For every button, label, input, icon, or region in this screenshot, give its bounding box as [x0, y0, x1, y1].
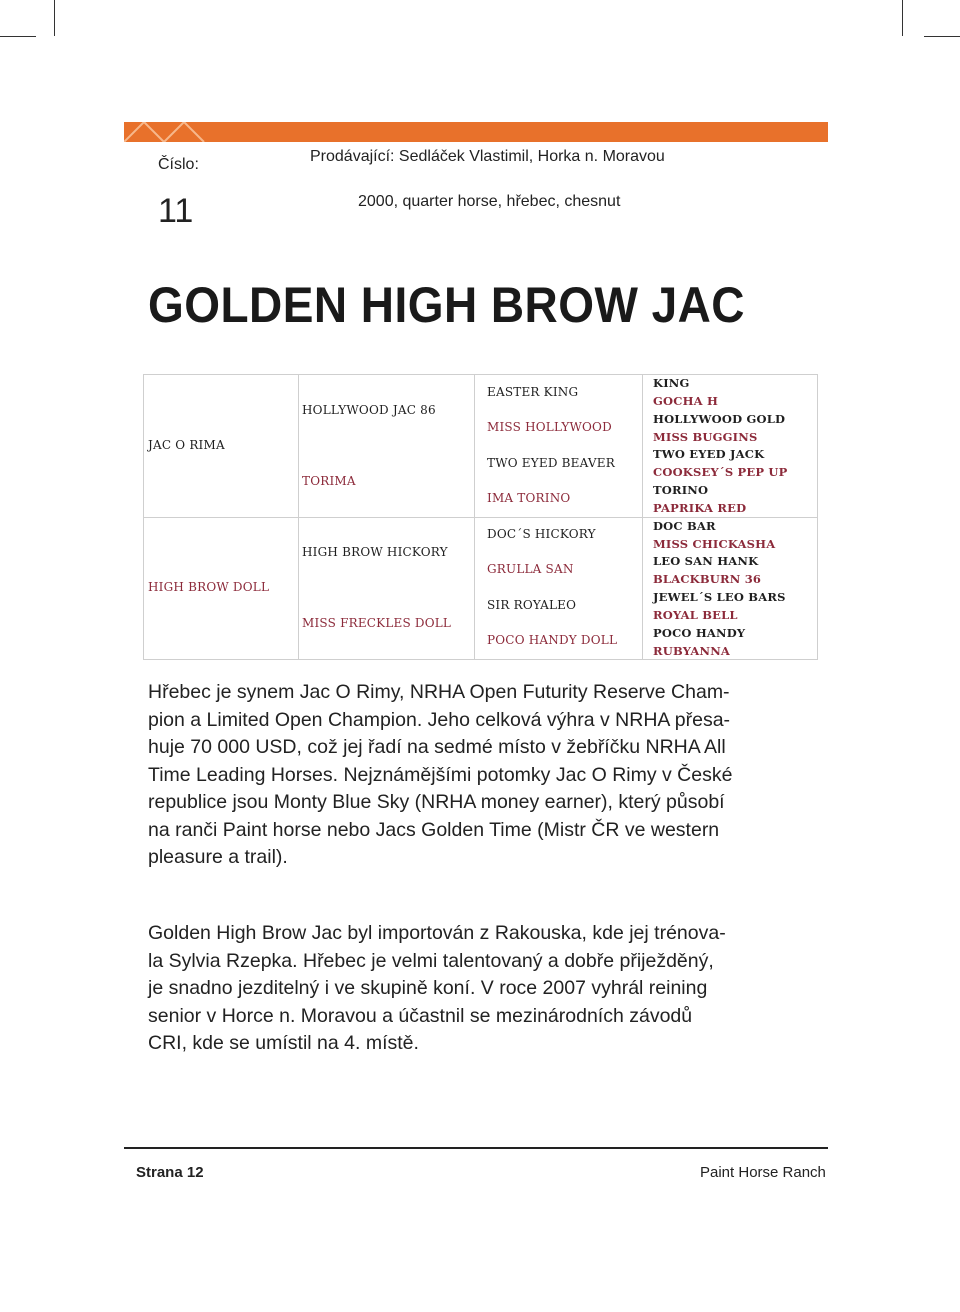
- paragraph-line: senior v Horce n. Moravou a účastnil se mezinárodních závodů: [148, 1004, 693, 1027]
- pedigree-gen2-name: HOLLYWOOD JAC 86: [302, 403, 436, 417]
- footer-divider: [124, 1147, 828, 1149]
- pedigree-gen3-name: GRULLA SAN: [487, 562, 574, 576]
- crop-mark: [924, 36, 960, 37]
- pedigree-gen3-name: DOC´S HICKORY: [487, 527, 596, 541]
- pedigree-gen4-name: DOC BAR: [653, 519, 716, 533]
- pedigree-gen2-name: MISS FRECKLES DOLL: [302, 616, 452, 630]
- pedigree-gen4-name: BLACKBURN 36: [653, 572, 762, 586]
- pedigree-gen3-name: SIR ROYALEO: [487, 598, 577, 612]
- pedigree-gen4-name: RUBYANNA: [653, 644, 731, 658]
- pedigree-gen4-name: MISS BUGGINS: [653, 430, 758, 444]
- crop-mark: [54, 0, 55, 36]
- paragraph-line: huje 70 000 USD, což jej řadí na sedmé místo v žebříčku NRHA All: [148, 736, 726, 758]
- paragraph-line: Hřebec je synem Jac O Rimy, NRHA Open Futurity Reserve Cham-: [148, 681, 730, 703]
- pedigree-gen1-name: HIGH BROW DOLL: [148, 580, 270, 594]
- paragraph-line: republice jsou Monty Blue Sky (NRHA money earner), který působí: [148, 791, 725, 813]
- pedigree-gen4-name: POCO HANDY: [653, 626, 746, 640]
- horse-description: 2000, quarter horse, hřebec, chesnut: [358, 193, 621, 210]
- page-title: GOLDEN HIGH BROW JAC: [148, 277, 745, 333]
- pedigree-gen4-name: TWO EYED JACK: [653, 447, 765, 461]
- number-value: 11: [158, 192, 194, 230]
- paragraph-line: pion a Limited Open Champion. Jeho celková výhra v NRHA přesa-: [148, 708, 731, 731]
- crop-mark: [0, 36, 36, 37]
- pedigree-gen3-name: MISS HOLLYWOOD: [487, 420, 612, 434]
- pedigree-gen3-name: EASTER KING: [487, 385, 579, 399]
- page-number: Strana 12: [136, 1164, 204, 1181]
- paragraph-line: CRI, kde se umístil na 4. místě.: [148, 1032, 419, 1054]
- pedigree-gen4-name: JEWEL´S LEO BARS: [653, 590, 786, 604]
- paragraph-line: Golden High Brow Jac byl importován z Rakouska, kde jej trénova-: [148, 922, 726, 944]
- pedigree-gen4-name: ROYAL BELL: [653, 608, 738, 622]
- publisher-name: Paint Horse Ranch: [700, 1164, 826, 1181]
- paragraph-line: je snadno jezditelný i ve skupině koní. V roce 2007 vyhrál reining: [148, 977, 708, 999]
- pedigree-gen4-name: PAPRIKA RED: [653, 501, 747, 515]
- header-band: [124, 122, 828, 142]
- pedigree-gen4-name: COOKSEY´S PEP UP: [653, 465, 788, 479]
- pedigree-gen4-name: LEO SAN HANK: [653, 554, 759, 568]
- pedigree-gen2-name: TORIMA: [302, 474, 356, 488]
- pedigree-gen4-name: GOCHA H: [653, 394, 719, 408]
- pedigree-gen4-name: MISS CHICKASHA: [653, 537, 776, 551]
- pedigree-gen4-name: TORINO: [653, 483, 709, 497]
- pedigree-gen3-name: TWO EYED BEAVER: [487, 456, 615, 470]
- paragraph-line: na ranči Paint horse nebo Jacs Golden Time (Mistr ČR ve western: [148, 818, 720, 841]
- crop-mark: [902, 0, 903, 36]
- paragraph-line: Time Leading Horses. Nejznámějšími potomky Jac O Rimy v České: [148, 763, 733, 786]
- pedigree-gen4-name: HOLLYWOOD GOLD: [653, 412, 786, 426]
- number-label: Číslo:: [158, 156, 199, 173]
- paragraph-line: pleasure a trail).: [148, 846, 288, 868]
- pedigree-table: [143, 374, 818, 660]
- seller-text: Prodávající: Sedláček Vlastimil, Horka n. Moravou: [310, 148, 665, 165]
- pedigree-gen3-name: POCO HANDY DOLL: [487, 633, 618, 647]
- pedigree-gen2-name: HIGH BROW HICKORY: [302, 545, 448, 559]
- pedigree-gen1-name: JAC O RIMA: [148, 438, 225, 452]
- body-paragraph: [148, 920, 828, 1058]
- pedigree-gen4-name: KING: [653, 376, 690, 390]
- pedigree-gen3-name: IMA TORINO: [487, 491, 571, 505]
- paragraph-line: la Sylvia Rzepka. Hřebec je velmi talentovaný a dobře přiježděný,: [148, 949, 714, 972]
- body-paragraph: [148, 679, 828, 872]
